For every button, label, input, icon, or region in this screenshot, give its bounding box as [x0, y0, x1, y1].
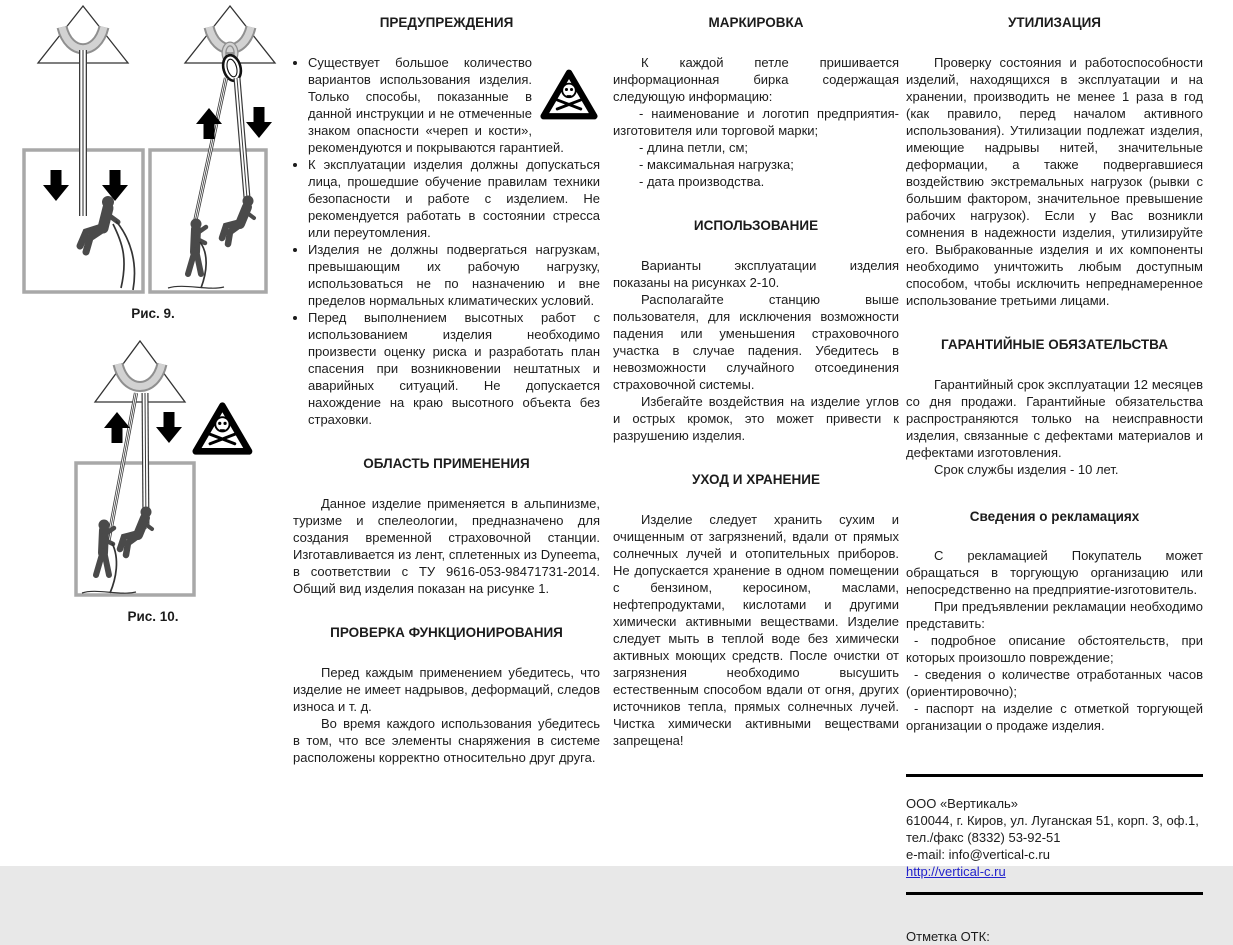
skull-crossbones-icon [540, 68, 598, 121]
qc-mark-label: Отметка ОТК: [906, 929, 990, 944]
warning-text: Существует большое количество вариантов использования изделия. Только способы, показанные в данной инструкции и не отмеченные знаком опасности «череп и кости», рекомендуются и покрываются гарантией. [308, 55, 564, 155]
manufacturer-address: 610044, г. Киров, ул. Луганская 51, корп. 3, оф.1, [906, 813, 1199, 828]
manufacturer-company: ООО «Вертикаль» [906, 796, 1019, 811]
figure-9-caption: Рис. 9. [131, 306, 175, 321]
usage-paragraph: Избегайте воздействия на изделие углов и острых кромок, это может привести к разрушению изделия. [613, 394, 899, 443]
care-paragraph: Изделие следует хранить сухим и очищенным от загрязнений, вдали от прямых солнечных лучей и отопительных приборов. Не допускается хранение в одном помещении с бензином, керосином, маслами, нефтепродуктами, кислотами и другими химически активными веществами. Изделие следует мыть в теплой воде без химически активных моющих средств. После очистки от загрязнения необходимо высушить естественным способом вдали от огня, других источников тепла, прямых солнечных лучей. Чистка химически активными веществами запрещена! [613, 512, 899, 748]
warning-item [308, 309, 600, 428]
claims-paragraph: С рекламацией Покупатель может обращаться в торгующую организацию или непосредственно на предприятие-изготовитель. [906, 548, 1203, 597]
marking-item: - дата производства. [639, 174, 765, 189]
arrow-down-icon [156, 412, 182, 443]
section-title-disposal: УТИЛИЗАЦИЯ [1008, 15, 1101, 30]
section-title-marking: МАРКИРОВКА [708, 15, 804, 30]
manufacturer-phone: тел./факс (8332) 53-92-51 [906, 830, 1061, 845]
skull-crossbones-icon [196, 406, 249, 452]
section-title-warnings: ПРЕДУПРЕЖДЕНИЯ [379, 15, 514, 30]
figure-9-illustration [16, 0, 288, 300]
section-title-claims: Сведения о рекламациях [969, 509, 1140, 524]
warranty-paragraph: Срок службы изделия - 10 лет. [934, 462, 1119, 477]
section-title-warranty: ГАРАНТИЙНЫЕ ОБЯЗАТЕЛЬСТВА [941, 337, 1168, 352]
section-title-application: ОБЛАСТЬ ПРИМЕНЕНИЯ [363, 456, 530, 471]
manufacturer-block [906, 795, 1203, 880]
figure-10-caption: Рис. 10. [127, 609, 179, 624]
marking-item: - наименование и логотип предприятия-изготовителя или торговой марки; [613, 106, 899, 138]
claims-item: - сведения о количестве отработанных часов (ориентировочно); [906, 667, 1203, 699]
marking-column [613, 0, 899, 749]
section-title-usage: ИСПОЛЬЗОВАНИЕ [693, 218, 819, 233]
function-check-paragraph: Перед каждым применением убедитесь, что изделие не имеет надрывов, деформаций, следов износа и т. д. [293, 665, 600, 714]
figures-column [16, 0, 290, 625]
section-title-care: УХОД И ХРАНЕНИЕ [692, 472, 820, 487]
warning-item [308, 54, 600, 156]
warnings-list [293, 54, 600, 428]
usage-paragraph: Располагайте станцию выше пользователя, для исключения возможности падения или уменьшения страховочного участка в случае падения. Убедитесь в невозможности случайного отсоединения страховочной системы. [613, 292, 899, 392]
footer-rule-top [906, 774, 1203, 777]
warning-item [308, 241, 600, 309]
application-paragraph: Данное изделие применяется в альпинизме, туризме и спелеологии, предназначено для создания временной страховочной станции. Изготавливается из лент, сплетенных из Dyneema, в соответствии с ТУ 9616-053-98471731-2014. Общий вид изделия показан на рисунке 1. [293, 496, 600, 596]
warranty-paragraph: Гарантийный срок эксплуатации 12 месяцев со дня продажи. Гарантийные обязательства распространяются только на неисправности изделия, связанные с дефектами материалов и дефектами изготовления. [906, 377, 1203, 460]
claims-paragraph: При предъявлении рекламации необходимо представить: [906, 599, 1203, 631]
claims-item: - паспорт на изделие с отметкой торгующей организации о продаже изделия. [906, 701, 1203, 733]
section-title-function-check: ПРОВЕРКА ФУНКЦИОНИРОВАНИЯ [330, 625, 563, 640]
anchor-triangle [95, 341, 185, 402]
manufacturer-email: e-mail: info@vertical-c.ru [906, 847, 1050, 862]
warning-text: Перед выполнением высотных работ с использованием изделия необходимо произвести оценку риска и разработать план спасения при возникновении нештатных и аварийных ситуаций. Не допускается нахождение на краю высотного объекта без страховки. [308, 310, 600, 427]
figure-10-illustration [16, 335, 288, 603]
footer-rule-bottom [906, 892, 1203, 895]
warning-text: Изделия не должны подвергаться нагрузкам, превышающим их рабочую нагрузку, использоваться не по назначению и вне пределов нормальных климатических условий. [308, 242, 600, 308]
warning-text: К эксплуатации изделия должны допускаться лица, прошедшие обучение правилам техники безопасности и работе с изделием. Не рекомендуется работать в состоянии стресса или переутомления. [308, 157, 600, 240]
warnings-column [293, 0, 600, 766]
claims-item: - подробное описание обстоятельств, при которых произошло повреждение; [906, 633, 1203, 665]
marking-intro: К каждой петле пришивается информационная бирка содержащая следующую информацию: [613, 55, 899, 104]
disposal-paragraph: Проверку состояния и работоспособности изделий, находящихся в эксплуатации и на хранении, производить не менее 1 раза в год (как правило, перед началом активного использования). Утилизации подлежат изделия, имеющие надрывы нитей, значительные деформации, а также подвергавшиеся воздействию экстремальных нагрузок (рывки с большим фактором, значительное превышение рабочих нагрузок). Если у Вас возникли сомнения в надежности изделия, утилизируйте его. Выбракованные изделия и их компоненты необходимо уничтожить любым доступным способом, чтобы исключить непреднамеренное использование третьими лицами. [906, 55, 1203, 308]
function-check-paragraph: Во время каждого использования убедитесь в том, что все элементы снаряжения в системе расположены корректно относительно друг друга. [293, 716, 600, 765]
usage-paragraph: Варианты эксплуатации изделия показаны на рисунках 2-10. [613, 258, 899, 290]
warning-item [308, 156, 600, 241]
disposal-column [906, 0, 1203, 945]
manufacturer-website-link[interactable]: http://vertical-c.ru [906, 864, 1006, 879]
marking-item: - длина петли, см; [639, 140, 749, 155]
marking-item: - максимальная нагрузка; [639, 157, 794, 172]
arrow-down-icon [246, 107, 272, 138]
